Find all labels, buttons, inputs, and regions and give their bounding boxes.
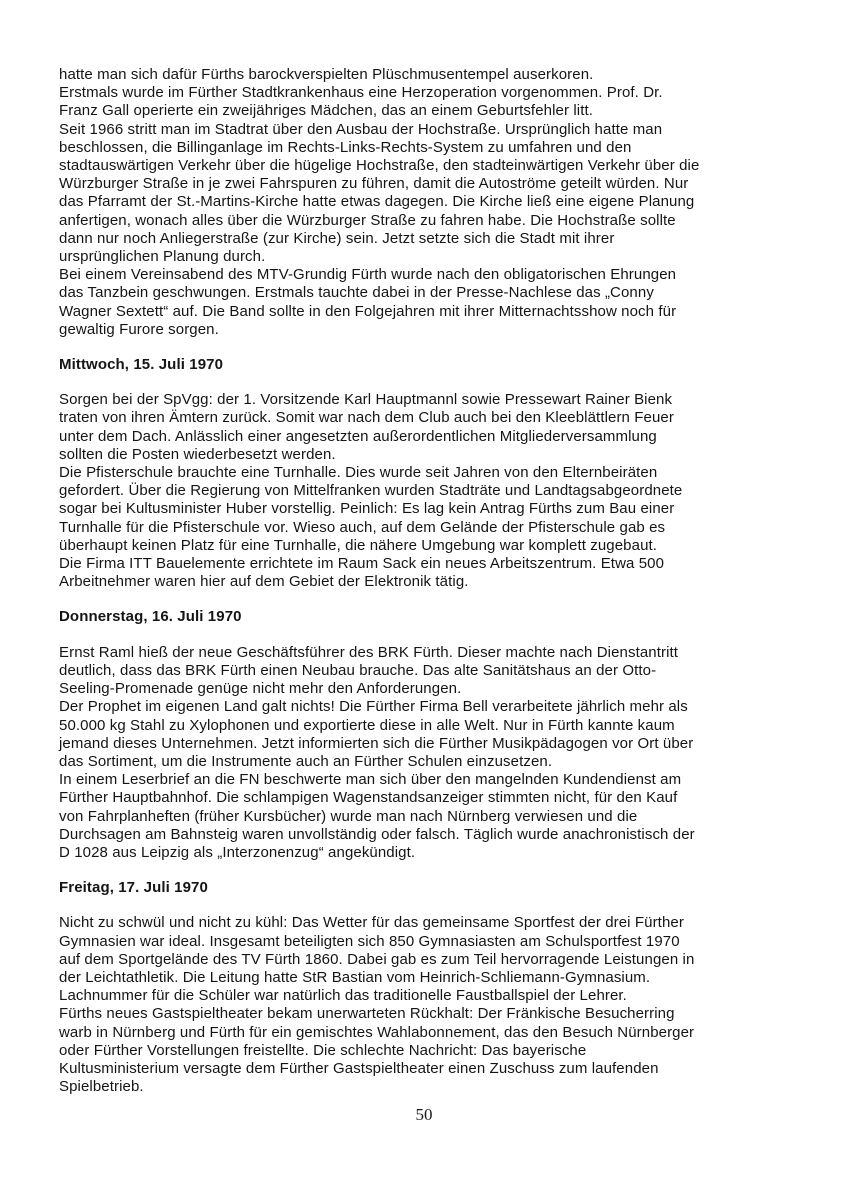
body-text-line: traten von ihren Ämtern zurück. Somit war nach dem Club auch bei den Kleeblättlern Feuer: [59, 409, 674, 427]
body-text-line: Erstmals wurde im Fürther Stadtkrankenhaus eine Herzoperation vorgenommen. Prof. Dr.: [59, 84, 663, 102]
body-text-line: stadtauswärtigen Verkehr über die hügelige Hochstraße, den stadteinwärtigen Verkehr über die: [59, 157, 700, 175]
body-text-line: das Tanzbein geschwungen. Erstmals tauchte dabei in der Presse-Nachlese das „Conny: [59, 284, 654, 302]
body-text-line: das Pfarramt der St.-Martins-Kirche hatte etwas dagegen. Die Kirche ließ eine eigene Planung: [59, 193, 695, 211]
body-text-line: das Sortiment, um die Instrumente auch an Fürther Schulen einzusetzen.: [59, 752, 553, 770]
body-text-line: ursprünglichen Planung durch.: [59, 248, 266, 266]
body-text-line: Die Pfisterschule brauchte eine Turnhalle. Dies wurde seit Jahren von den Elternbeiräten: [59, 464, 658, 482]
body-text-line: Wagner Sextett“ auf. Die Band sollte in den Folgejahren mit ihrer Mitternachtsshow noch für: [59, 302, 677, 320]
body-text-line: warb in Nürnberg und Fürth für ein gemischtes Wahlabonnement, das den Besuch Nürnberger: [59, 1023, 695, 1041]
body-text-line: beschlossen, die Billinganlage im Rechts-Links-Rechts-System zu umfahren und den: [59, 138, 632, 156]
body-text-line: Nicht zu schwül und nicht zu kühl: Das Wetter für das gemeinsame Sportfest der drei Fürther: [59, 914, 684, 932]
body-text-line: Der Prophet im eigenen Land galt nichts! Die Fürther Firma Bell verarbeitete jährlich mehr als: [59, 698, 688, 716]
body-text-line: deutlich, dass das BRK Fürth einen Neubau brauche. Das alte Sanitätshaus an der Otto-: [59, 661, 657, 679]
body-text-line: Kultusministerium versagte dem Fürther Gastspieltheater einen Zuschuss zum laufenden: [59, 1059, 659, 1077]
body-text-line: überhaupt keinen Platz für eine Turnhalle, die nähere Umgebung war komplett zugebaut.: [59, 536, 658, 554]
body-text-line: hatte man sich dafür Fürths barockverspielten Plüschmusentempel auserkoren.: [59, 66, 594, 83]
body-text-line: Ernst Raml hieß der neue Geschäftsführer des BRK Fürth. Dieser machte nach Dienstantritt: [59, 643, 679, 661]
body-text-line: In einem Leserbrief an die FN beschwerte man sich über den mangelnden Kundendienst am: [59, 771, 682, 789]
body-text-line: Fürths neues Gastspieltheater bekam unerwarteten Rückhalt: Der Fränkische Besucherring: [59, 1005, 675, 1023]
body-text-line: jemand dieses Unternehmen. Jetzt informierten sich die Fürther Musikpädagogen vor Ort über: [59, 734, 694, 752]
body-text-line: gewaltig Furore sorgen.: [59, 320, 219, 338]
body-text-line: D 1028 aus Leipzig als „Interzonenzug“ angekündigt.: [59, 843, 416, 861]
body-text-line: Bei einem Vereinsabend des MTV-Grundig Fürth wurde nach den obligatorischen Ehrungen: [59, 266, 677, 284]
section-date-heading: Mittwoch, 15. Juli 1970: [59, 356, 224, 374]
section-date-heading: Donnerstag, 16. Juli 1970: [59, 608, 242, 626]
page-body-text: [59, 66, 804, 1096]
body-text-line: 50.000 kg Stahl zu Xylophonen und exportierte diese in alle Welt. Nur in Fürth kannte kaum: [59, 716, 675, 734]
body-text-line: anfertigen, wonach alles über die Würzburger Straße zu fahren habe. Die Hochstraße sollte: [59, 211, 676, 229]
section-date-heading: Freitag, 17. Juli 1970: [59, 879, 208, 897]
body-text-line: Lachnummer für die Schüler war natürlich das traditionelle Faustballspiel der Lehrer.: [59, 987, 627, 1005]
body-text-line: oder Fürther Vorstellungen freistellte. Die schlechte Nachricht: Das bayerische: [59, 1041, 587, 1059]
body-text-line: Die Firma ITT Bauelemente errichtete im Raum Sack ein neues Arbeitszentrum. Etwa 500: [59, 555, 665, 573]
body-text-line: Franz Gall operierte ein zweijähriges Mädchen, das an einem Geburtsfehler litt.: [59, 102, 593, 120]
body-text-line: Turnhalle für die Pfisterschule vor. Wieso auch, auf dem Gelände der Pfisterschule gab es: [59, 518, 666, 536]
body-text-line: sollten die Posten wiederbesetzt werden.: [59, 445, 336, 463]
page-number: 50: [415, 1105, 433, 1124]
body-text-line: Sorgen bei der SpVgg: der 1. Vorsitzende Karl Hauptmannl sowie Pressewart Rainer Bienk: [59, 391, 673, 409]
body-text-line: Seit 1966 stritt man im Stadtrat über den Ausbau der Hochstraße. Ursprünglich hatte man: [59, 120, 663, 138]
body-text-line: Seeling-Promenade genüge nicht mehr den Anforderungen.: [59, 680, 462, 698]
body-text-line: von Fahrplanheften (früher Kursbücher) wurde man nach Nürnberg verwiesen und die: [59, 807, 638, 825]
body-text-line: Gymnasien war ideal. Insgesamt beteiligten sich 850 Gymnasiasten am Schulsportfest 1970: [59, 932, 680, 950]
body-text-line: sogar bei Kultusminister Huber vorstellig. Peinlich: Es lag kein Antrag Fürths zum Bau einer: [59, 500, 675, 518]
body-text-line: Spielbetrieb.: [59, 1078, 144, 1096]
body-text-line: Würzburger Straße in je zwei Fahrspuren zu führen, damit die Autoströme geteilt würden. Nur: [59, 175, 689, 193]
body-text-line: der Leichtathletik. Die Leitung hatte StR Bastian vom Heinrich-Schliemann-Gymnasium.: [59, 968, 651, 986]
body-text-line: unter dem Dach. Anlässlich einer angesetzten außerordentlichen Mitgliederversammlung: [59, 427, 657, 445]
body-text-line: gefordert. Über die Regierung von Mittelfranken wurden Stadträte und Landtagsabgeordnete: [59, 482, 683, 500]
body-text-line: auf dem Sportgelände des TV Fürth 1860. Dabei gab es zum Teil hervorragende Leistungen in: [59, 950, 695, 968]
body-text-line: Durchsagen am Bahnsteig waren unvollständig oder falsch. Täglich wurde anachronistisch der: [59, 825, 695, 843]
body-text-line: Fürther Hauptbahnhof. Die schlampigen Wagenstandsanzeiger stimmten nicht, für den Kauf: [59, 789, 678, 807]
body-text-line: dann nur noch Anliegerstraße (zur Kirche) sein. Jetzt setzte sich die Stadt mit ihrer: [59, 229, 615, 247]
body-text-line: Arbeitnehmer waren hier auf dem Gebiet der Elektronik tätig.: [59, 573, 469, 591]
